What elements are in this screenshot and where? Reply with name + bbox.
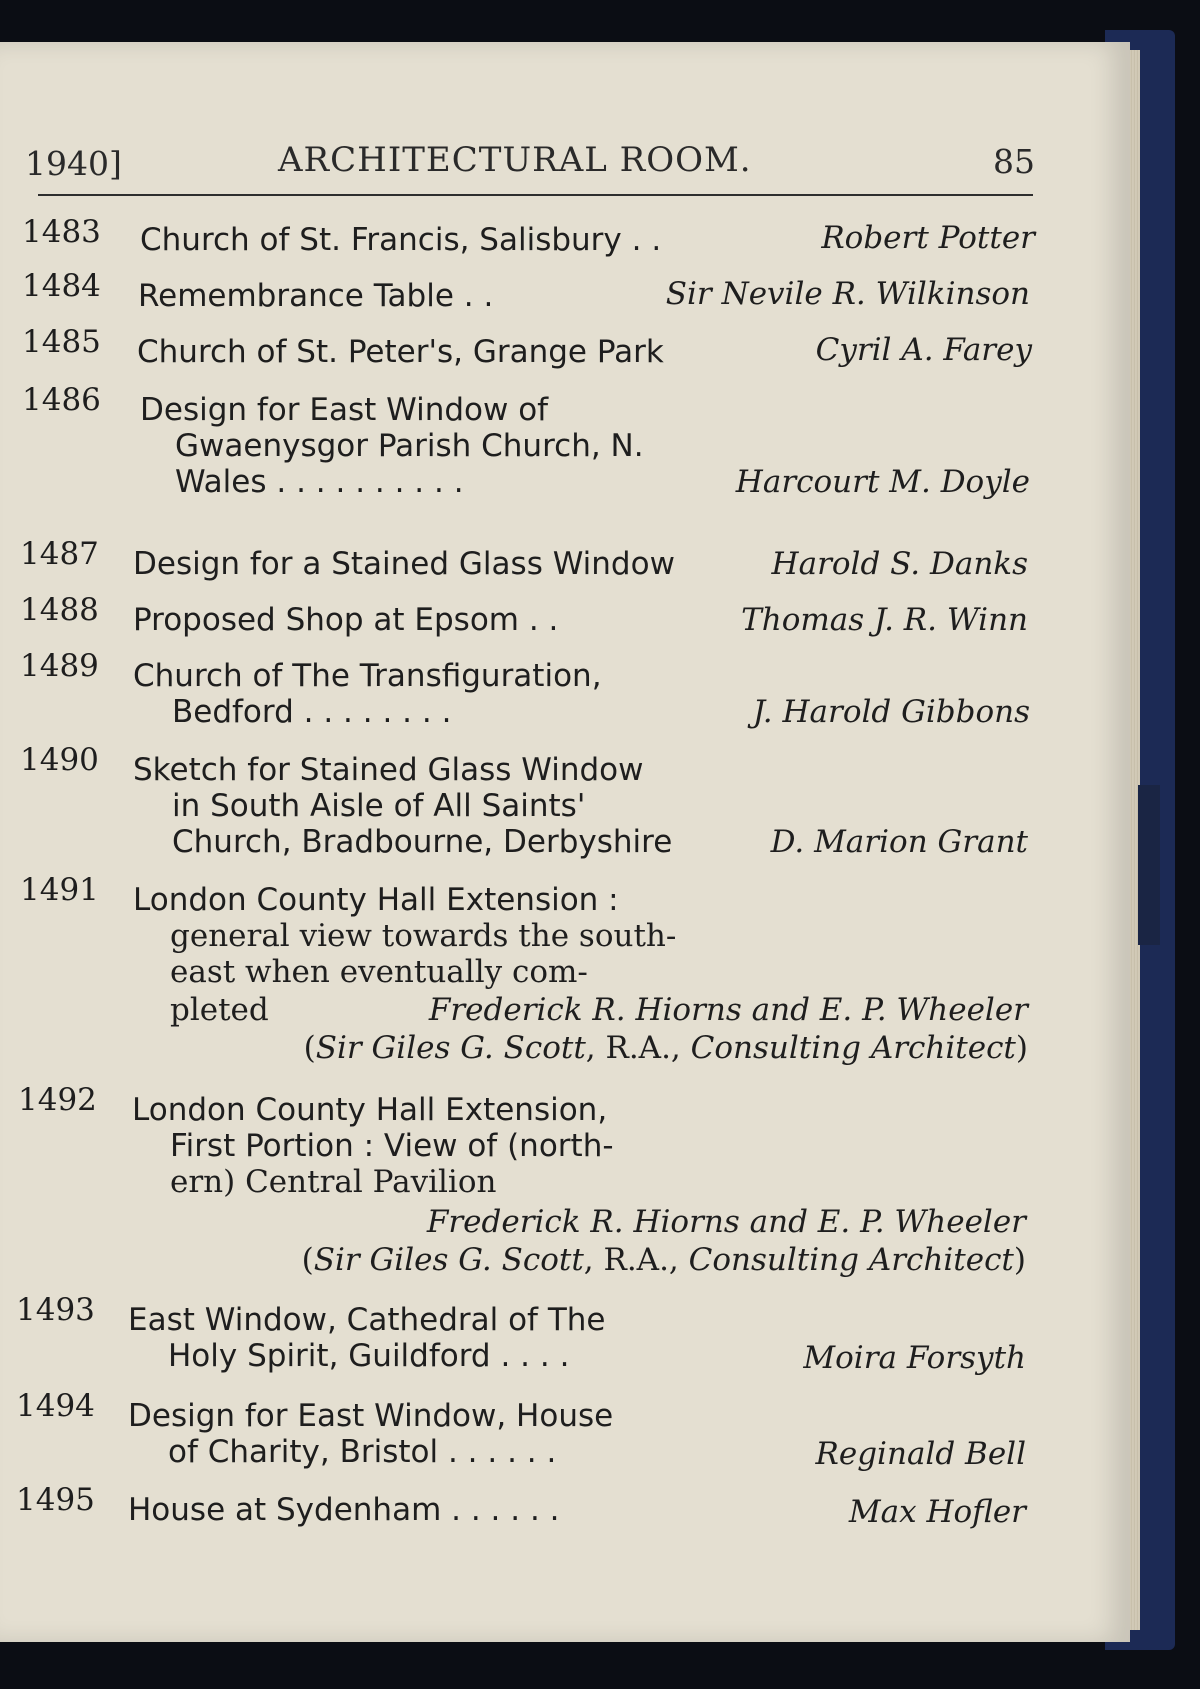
running-head bbox=[0, 42, 1130, 242]
entry-artist: Robert Potter bbox=[821, 220, 1035, 256]
entry-artist: Thomas J. R. Winn bbox=[741, 602, 1028, 638]
entry-title-line: Church of The Transfiguration, bbox=[133, 658, 602, 694]
entry-title-line: East Window, Cathedral of The bbox=[128, 1302, 606, 1338]
entry-title-line: pleted bbox=[170, 992, 269, 1028]
header-rule bbox=[38, 194, 1033, 196]
entry-title-line: London County Hall Extension : bbox=[133, 882, 619, 918]
entry-artist: Harold S. Danks bbox=[771, 546, 1028, 582]
note-honours: , R.A., bbox=[585, 1030, 691, 1066]
entry-artist: Harcourt M. Doyle bbox=[735, 464, 1030, 500]
entry-number: 1489 bbox=[20, 648, 99, 684]
consulting-architect-note bbox=[304, 1030, 1028, 1066]
note-role: Consulting Architect bbox=[688, 1242, 1014, 1278]
entry-title-line: Design for East Window, House bbox=[128, 1398, 614, 1434]
entry-number: 1493 bbox=[16, 1292, 95, 1328]
header-year: 1940] bbox=[25, 144, 122, 183]
entry-artist: Frederick R. Hiorns and E. P. Wheeler bbox=[426, 1204, 1026, 1240]
entry-title-line: of Charity, Bristol . . . . . . bbox=[168, 1434, 557, 1470]
entry-number: 1492 bbox=[18, 1082, 97, 1118]
entry-artist: D. Marion Grant bbox=[770, 824, 1028, 860]
entry-artist: Max Hofler bbox=[848, 1494, 1026, 1530]
entry-number: 1484 bbox=[22, 268, 101, 304]
entry-title-line: Church of St. Peter's, Grange Park bbox=[137, 334, 664, 370]
note-close-paren: ) bbox=[1013, 1242, 1026, 1278]
entry-title-line: Bedford . . . . . . . . bbox=[172, 694, 452, 730]
entry-title-line: Wales . . . . . . . . . . bbox=[175, 464, 464, 500]
entry-title-line: Sketch for Stained Glass Window bbox=[133, 752, 644, 788]
entry-artist: Frederick R. Hiorns and E. P. Wheeler bbox=[428, 992, 1028, 1028]
entry-title-line: Church, Bradbourne, Derbyshire bbox=[172, 824, 673, 860]
note-honours: , R.A., bbox=[583, 1242, 689, 1278]
entry-title-line: east when eventually com- bbox=[170, 954, 588, 990]
entry-title-line: general view towards the south- bbox=[170, 918, 677, 954]
entry-artist: Sir Nevile R. Wilkinson bbox=[665, 276, 1030, 312]
entry-title-line: Church of St. Francis, Salisbury . . bbox=[140, 222, 662, 258]
note-role: Consulting Architect bbox=[690, 1030, 1016, 1066]
note-close-paren: ) bbox=[1015, 1030, 1028, 1066]
entry-title-line: Proposed Shop at Epsom . . bbox=[133, 602, 559, 638]
entry-number: 1485 bbox=[22, 324, 101, 360]
note-architect: Sir Giles G. Scott bbox=[313, 1242, 584, 1278]
entry-title-line: Design for a Stained Glass Window bbox=[133, 546, 675, 582]
consulting-architect-note bbox=[302, 1242, 1026, 1278]
entry-title-line: Remembrance Table . . bbox=[138, 278, 494, 314]
book-page bbox=[0, 42, 1130, 1642]
entry-title-line: House at Sydenham . . . . . . bbox=[128, 1492, 560, 1528]
entry-number: 1495 bbox=[16, 1482, 95, 1518]
entry-artist: Reginald Bell bbox=[815, 1436, 1026, 1472]
entry-artist: Cyril A. Farey bbox=[815, 332, 1032, 368]
entry-number: 1491 bbox=[20, 872, 99, 908]
note-open-paren: ( bbox=[303, 1030, 316, 1066]
entry-title-line: London County Hall Extension, bbox=[132, 1092, 608, 1128]
entry-number: 1490 bbox=[20, 742, 99, 778]
entry-number: 1483 bbox=[22, 214, 101, 250]
bookmark-ribbon bbox=[1138, 785, 1160, 945]
header-title: ARCHITECTURAL ROOM. bbox=[278, 140, 752, 180]
entry-title-line: First Portion : View of (north- bbox=[170, 1128, 614, 1164]
entry-number: 1486 bbox=[22, 382, 101, 418]
entry-title-line: Gwaenysgor Parish Church, N. bbox=[175, 428, 644, 464]
entry-artist: J. Harold Gibbons bbox=[752, 694, 1030, 730]
entry-number: 1494 bbox=[16, 1388, 95, 1424]
entry-title-line: in South Aisle of All Saints' bbox=[172, 788, 586, 824]
entry-title-line: Holy Spirit, Guildford . . . . bbox=[168, 1338, 570, 1374]
entry-number: 1487 bbox=[20, 536, 99, 572]
entry-title-line: ern) Central Pavilion bbox=[170, 1164, 497, 1200]
entry-number: 1488 bbox=[20, 592, 99, 628]
page-number: 85 bbox=[993, 142, 1035, 181]
note-open-paren: ( bbox=[301, 1242, 314, 1278]
entry-title-line: Design for East Window of bbox=[140, 392, 549, 428]
note-architect: Sir Giles G. Scott bbox=[315, 1030, 586, 1066]
entry-artist: Moira Forsyth bbox=[803, 1340, 1026, 1376]
